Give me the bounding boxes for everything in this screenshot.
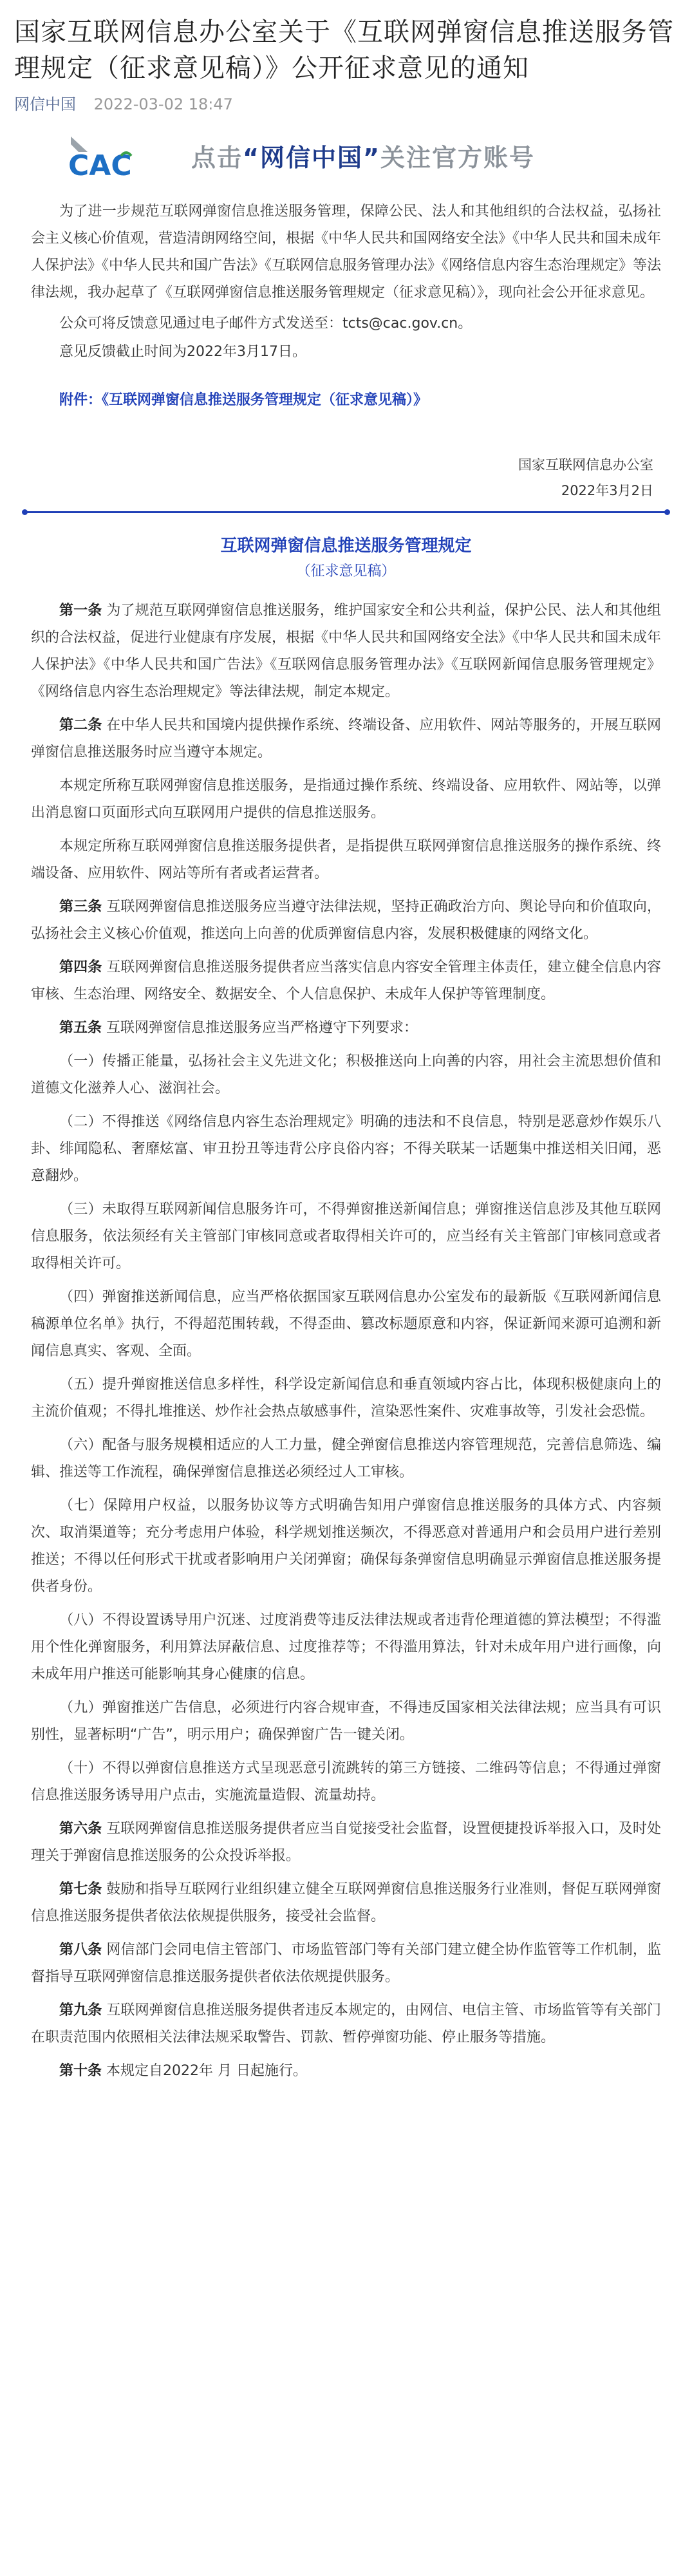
notice-paragraph: 为了进一步规范互联网弹窗信息推送服务管理，保障公民、法人和其他组织的合法权益，弘扬社会主义核心价值观，营造清朗网络空间，根据《中华人民共和国网络安全法》《中华人民共和国未成年人保护法》《中华人民共和国广告法》《互联网信息服务管理办法》《网络信息内容生态治理规定》等法律法规，我办起草了《互联网弹窗信息推送服务管理规定（征求意见稿）》，现向社会公开征求意见。 [31,203,662,301]
article-text: （十）不得以弹窗信息推送方式呈现恶意引流跳转的第三方链接、二维码等信息；不得通过弹窗信息推送服务诱导用户点击，实施流量造假、流量劫持。 [31,1760,661,1803]
article-paragraph [31,954,661,1008]
article-clause [31,1196,661,1277]
article-clause [31,1284,661,1365]
article-text: （一）传播正能量，弘扬社会主义先进文化；积极推送向上向善的内容，用社会主流思想价值和道德文化滋养人心、滋润社会。 [31,1053,661,1096]
article-text: （六）配备与服务规模相适应的人工力量，健全弹窗信息推送内容管理规范，完善信息筛选、编辑、推送等工作流程，确保弹窗信息推送必须经过人工审核。 [31,1437,661,1480]
article-clause [31,1371,661,1425]
banner-slogan [191,142,535,174]
article-title: 国家互联网信息办公室关于《互联网弹窗信息推送服务管理规定（征求意见稿）》公开征求意见的通知 [14,17,674,83]
article-clause [31,1109,661,1190]
article-text: 为了规范互联网弹窗信息推送服务，维护国家安全和公共利益，保护公民、法人和其他组织的合法权益，促进行业健康有序发展，根据《中华人民共和国网络安全法》《中华人民共和国未成年人保护法》《中华人民共和国广告法》《互联网信息服务管理办法》《互联网新闻信息服务管理规定》《网络信息内容生态治理规定》等法律法规，制定本规定。 [31,603,662,700]
article-paragraph [31,1937,661,1991]
article-clause [31,1432,661,1486]
article-text: （七）保障用户权益，以服务协议等方式明确告知用户弹窗信息推送服务的具体方式、内容频次、取消渠道等；充分考虑用户体验，科学规划推送频次，不得恶意对普通用户和会员用户进行差别推送；不得以任何形式干扰或者影响用户关闭弹窗；确保每条弹窗信息明确显示弹窗信息推送服务提供者身份。 [31,1498,661,1595]
article-clause [31,833,661,887]
article-number: 第二条 [59,717,102,733]
article-number: 第八条 [59,1942,102,1958]
article-page [0,14,692,2085]
article-clause [31,773,661,827]
article-clause [31,1755,661,1809]
article-clause [31,1492,661,1601]
article-paragraph [31,2058,661,2085]
article-text: 互联网弹窗信息推送服务提供者应当自觉接受社会监督，设置便捷投诉举报入口，及时处理关于弹窗信息推送服务的公众投诉举报。 [31,1821,661,1864]
cac-logo-icon [59,133,156,184]
article-text: 本规定所称互联网弹窗信息推送服务提供者，是指提供互联网弹窗信息推送服务的操作系统、终端设备、应用软件、网站等所有者或者运营者。 [31,838,661,881]
slogan-highlight: “网信中国” [243,144,380,172]
notice-paragraph: 公众可将反馈意见通过电子邮件方式发送至：tcts@cac.gov.cn。 [59,315,472,332]
article-text: 互联网弹窗信息推送服务应当遵守法律法规，坚持正确政治方向、舆论导向和价值取向，弘扬社会主义核心价值观，推送向上向善的优质弹窗信息内容，发展积极健康的网络文化。 [31,899,661,942]
attachment-link[interactable]: 附件：《互联网弹窗信息推送服务管理规定（征求意见稿）》 [59,392,428,408]
article-number: 第四条 [59,959,102,975]
article-text: （五）提升弹窗推送信息多样性，科学设定新闻信息和垂直领域内容占比，体现积极健康向上的主流价值观；不得扎堆推送、炒作社会热点敏感事件，渲染恶性案件、灾难事故等，引发社会恐慌。 [31,1377,661,1420]
notice-body [14,198,678,366]
article-clause [31,1695,661,1749]
article-clause [31,1607,661,1688]
section-divider [21,507,671,516]
slogan-prefix: 点击 [191,144,243,172]
article-paragraph [31,712,661,766]
article-text: 在中华人民共和国境内提供操作系统、终端设备、应用软件、网站等服务的，开展互联网弹窗信息推送服务时应当遵守本规定。 [31,717,661,760]
article-paragraph [31,1816,661,1870]
article-text: 鼓励和指导互联网行业组织建立健全互联网弹窗信息推送服务行业准则，督促互联网弹窗信息推送服务提供者依法依规提供服务，接受社会监督。 [31,1881,661,1924]
article-number: 第六条 [59,1821,102,1837]
article-meta [14,93,678,116]
article-paragraph [31,894,661,948]
divider-dot [664,509,670,515]
slogan-suffix: 关注官方账号 [380,144,535,172]
article-text: 互联网弹窗信息推送服务提供者违反本规定的，由网信、电信主管、市场监管等有关部门在职责范围内依照相关法律法规采取警告、罚款、暂停弹窗功能、停止服务等措施。 [31,2002,661,2045]
regulation-articles [14,597,678,2085]
publish-date: 2022-03-02 18:47 [93,95,233,113]
article-number: 第十条 [59,2063,102,2079]
article-text: （二）不得推送《网络信息内容生态治理规定》明确的违法和不良信息，特别是恶意炒作娱乐八卦、绯闻隐私、奢靡炫富、审丑扮丑等违背公序良俗内容；不得关联某一话题集中推送相关旧闻，恶意翻炒。 [31,1114,661,1184]
article-text: （四）弹窗推送新闻信息，应当严格依据国家互联网信息办公室发布的最新版《互联网新闻信息稿源单位名单》执行，不得超范围转载，不得歪曲、篡改标题原意和内容，保证新闻来源可追溯和新闻信息真实、客观、全面。 [31,1289,661,1359]
article-text: 互联网弹窗信息推送服务应当严格遵守下列要求： [102,1020,418,1036]
article-text: 本规定自2022年 月 日起施行。 [102,2063,307,2079]
article-paragraph [31,1997,661,2051]
article-paragraph [31,1015,661,1042]
article-number: 第一条 [59,603,102,619]
article-paragraph [31,1876,661,1930]
regulation-subtitle: （征求意见稿） [296,563,396,579]
article-number: 第七条 [59,1881,102,1897]
article-text: 本规定所称互联网弹窗信息推送服务，是指通过操作系统、终端设备、应用软件、网站等，以弹出消息窗口页面形式向互联网用户提供的信息推送服务。 [31,778,661,821]
article-text: 网信部门会同电信主管部门、市场监管部门等有关部门建立健全协作监管等工作机制，监督指导互联网弹窗信息推送服务提供者依法依规提供服务。 [31,1942,661,1985]
article-number: 第五条 [59,1020,102,1036]
article-paragraph [31,597,661,706]
article-clause [31,1048,661,1102]
logo-text: CAC [68,149,132,182]
signature-date: 2022年3月2日 [561,483,653,498]
divider-line [27,511,665,513]
article-number: 第三条 [59,899,102,915]
article-number: 第九条 [59,2002,102,2018]
account-name-link[interactable]: 网信中国 [14,95,76,113]
signature-org: 国家互联网信息办公室 [518,457,653,473]
regulation-title: 互联网弹窗信息推送服务管理规定 [220,536,472,556]
article-text: （八）不得设置诱导用户沉迷、过度消费等违反法律法规或者违背伦理道德的算法模型；不得滥用个性化弹窗服务，利用算法屏蔽信息、过度推荐等；不得滥用算法，针对未成年用户进行画像，向未成年用户推送可能影响其身心健康的信息。 [31,1612,661,1682]
article-text: 互联网弹窗信息推送服务提供者应当落实信息内容安全管理主体责任，建立健全信息内容审核、生态治理、网络安全、数据安全、个人信息保护、未成年人保护等管理制度。 [31,959,661,1002]
article-text: （九）弹窗推送广告信息，必须进行内容合规审查，不得违反国家相关法律法规；应当具有可识别性，显著标明“广告”，明示用户；确保弹窗广告一键关闭。 [31,1700,661,1743]
article-text: （三）未取得互联网新闻信息服务许可，不得弹窗推送新闻信息；弹窗推送信息涉及其他互联网信息服务，依法须经有关主管部门审核同意或者取得相关许可的，应当经有关主管部门审核同意或者取得相关许可。 [31,1201,661,1272]
notice-paragraph: 意见反馈截止时间为2022年3月17日。 [59,344,306,360]
follow-banner[interactable] [14,124,678,193]
